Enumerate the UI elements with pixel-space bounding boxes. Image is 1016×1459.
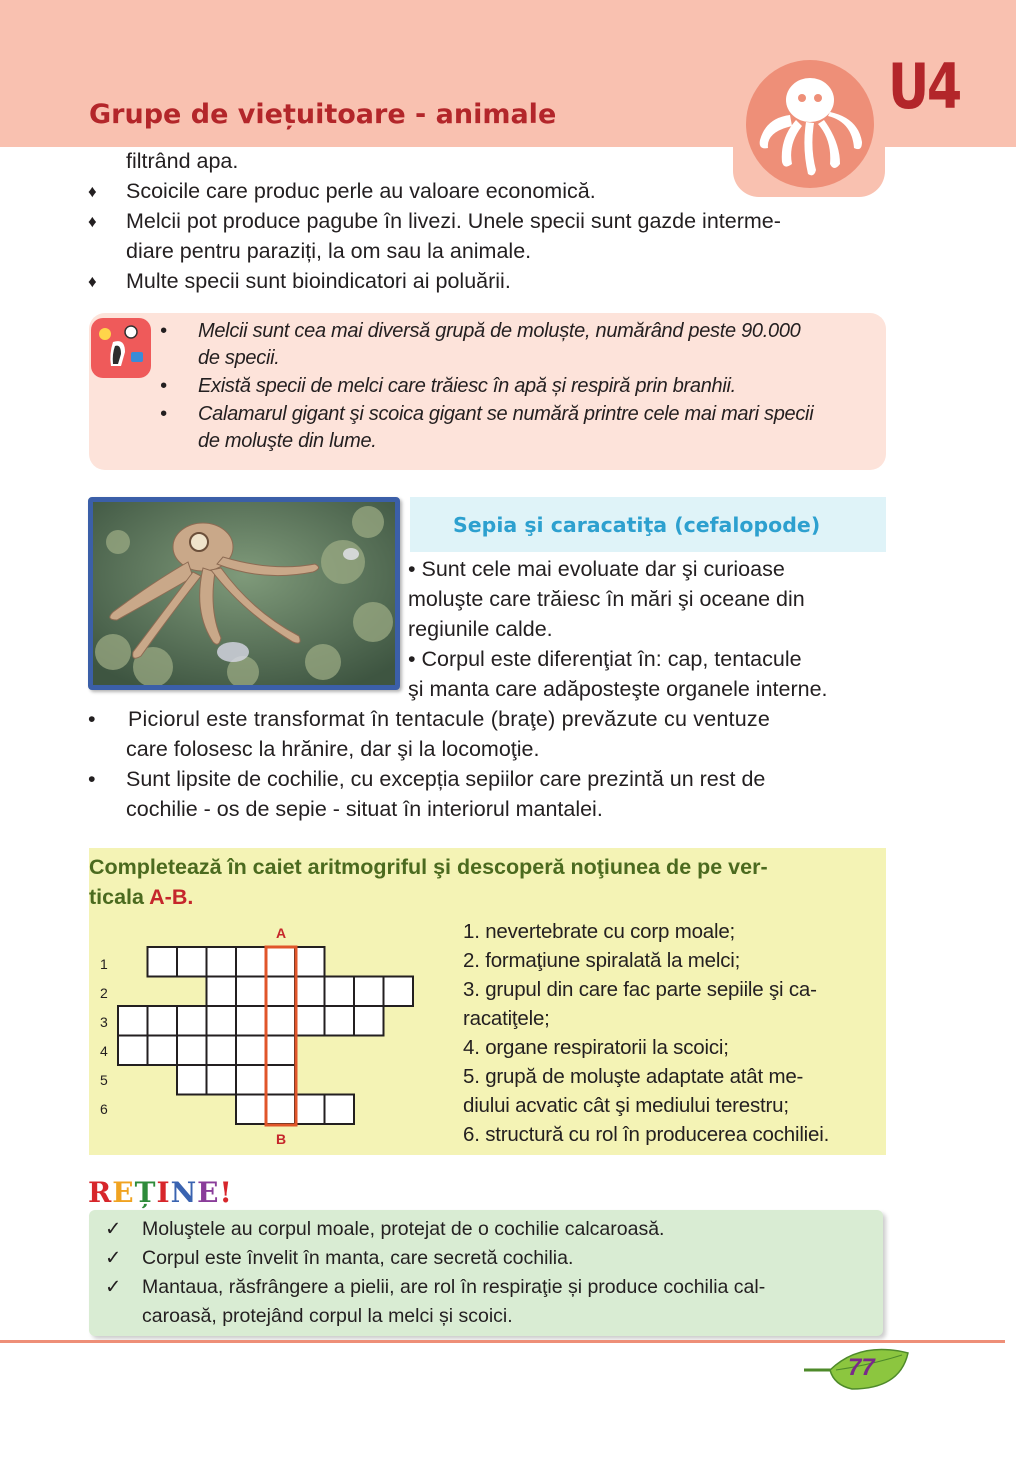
- crossword-cell: [118, 1006, 148, 1036]
- check-icon: ✓: [105, 1276, 122, 1298]
- list-item: Melcii pot produce pagube în livezi. Unele specii sunt gazde interme-: [126, 209, 781, 233]
- crossword-cell: [236, 947, 266, 977]
- crossword-cell: [266, 977, 296, 1007]
- crossword-cell: [148, 1006, 178, 1036]
- list-item: Piciorul este transformat în tentacule (braţe) prevăzute cu ventuze: [128, 707, 770, 731]
- exercise-title: Completează în caiet aritmogriful şi descoperă noţiunea de pe ver-: [89, 855, 768, 879]
- crossword-cell: [148, 947, 178, 977]
- clue: diului acvatic cât şi mediului terestru;: [463, 1094, 789, 1117]
- crossword-cell: [295, 1006, 325, 1036]
- diamond-bullet-icon: ♦: [88, 212, 97, 231]
- crossword-cell: [207, 977, 237, 1007]
- crossword-cell: [207, 1006, 237, 1036]
- crossword-cell: [325, 1006, 355, 1036]
- crossword-cell: [207, 1036, 237, 1066]
- crossword-cell: [295, 947, 325, 977]
- bullet-icon: •: [160, 375, 167, 397]
- list-item: caroasă, protejând corpul la melci și scoici.: [142, 1305, 513, 1327]
- crossword-cell: [266, 947, 296, 977]
- list-item: Sunt lipsite de cochilie, cu excepția sepiilor care prezintă un rest de: [126, 767, 766, 791]
- clue: 1. nevertebrate cu corp moale;: [463, 920, 736, 943]
- paragraph-line: moluşte care trăiesc în mări şi oceane din: [408, 587, 805, 611]
- crossword-cell: [236, 1095, 266, 1125]
- unit-label: U4: [888, 50, 960, 123]
- list-item: de specii.: [198, 347, 280, 369]
- crossword-cell: [266, 1006, 296, 1036]
- crossword-cell: [207, 947, 237, 977]
- retine-heading: [88, 1176, 233, 1209]
- crossword-cell: [236, 1006, 266, 1036]
- list-item: diare pentru paraziți, la om sau la animale.: [126, 239, 532, 263]
- row-number: 4: [100, 1043, 108, 1059]
- crossword-cell: [295, 977, 325, 1007]
- crossword-cell: [266, 1095, 296, 1125]
- bullet-icon: •: [88, 767, 96, 791]
- column-label-a: A: [276, 925, 287, 941]
- row-number: 5: [100, 1072, 108, 1088]
- crossword-cell: [177, 947, 207, 977]
- diamond-bullet-icon: ♦: [88, 182, 97, 201]
- paragraph-line: • Sunt cele mai evoluate dar şi curioase: [408, 557, 785, 581]
- crossword-cell: [295, 1095, 325, 1125]
- paragraph-line: regiunile calde.: [408, 617, 553, 641]
- crossword-cell: [354, 977, 384, 1007]
- paragraph-line: • Corpul este diferenţiat în: cap, tentacule: [408, 647, 802, 671]
- row-number: 3: [100, 1014, 108, 1030]
- list-item: Calamarul gigant şi scoica gigant se numără printre cele mai mari specii: [198, 403, 814, 425]
- crossword-cell: [207, 1065, 237, 1095]
- crossword-cell: [236, 977, 266, 1007]
- heading-letter: I: [156, 1176, 171, 1209]
- row-number: 2: [100, 985, 108, 1001]
- check-icon: ✓: [105, 1218, 122, 1240]
- crossword-cell: [325, 1095, 355, 1125]
- bullet-icon: •: [160, 403, 167, 425]
- crossword-cell: [177, 1036, 207, 1066]
- crossword-cell: [236, 1065, 266, 1095]
- check-icon: ✓: [105, 1247, 122, 1269]
- heading-letter: N: [170, 1176, 198, 1209]
- row-number: 6: [100, 1101, 108, 1117]
- list-item: Moluştele au corpul moale, protejat de o cochilie calcaroasă.: [142, 1218, 665, 1240]
- page-number: 77: [848, 1354, 875, 1381]
- intro-continuation: filtrând apa.: [126, 149, 239, 173]
- crossword-cell: [384, 977, 414, 1007]
- list-item: Mantaua, răsfrângere a pielii, are rol în respiraţie și produce cochilia cal-: [142, 1276, 766, 1298]
- clue: 5. grupă de moluşte adaptate atât me-: [463, 1065, 804, 1088]
- exercise-title-period: .: [187, 885, 194, 909]
- list-item: de moluşte din lume.: [198, 430, 377, 452]
- paragraph-line: şi manta care adăposteşte organele interne.: [408, 677, 828, 701]
- column-label-b: B: [276, 1131, 287, 1147]
- heading-letter: R: [88, 1176, 113, 1209]
- crossword-cell: [177, 1006, 207, 1036]
- crossword-cell: [325, 977, 355, 1007]
- crossword-cell: [148, 1036, 178, 1066]
- exercise-title-text: ticala: [89, 885, 150, 909]
- list-item: Scoicile care produc perle au valoare economică.: [126, 179, 596, 203]
- list-item: Corpul este învelit în manta, care secretă cochilia.: [142, 1247, 574, 1269]
- footer-divider: [0, 1340, 1005, 1343]
- clue: 3. grupul din care fac parte sepiile şi ca-: [463, 978, 817, 1001]
- crossword-cell: [266, 1036, 296, 1066]
- crossword-cell: [236, 1036, 266, 1066]
- heading-letter: E: [197, 1176, 220, 1209]
- row-number: 1: [100, 956, 108, 972]
- heading-letter: Ț: [134, 1176, 157, 1209]
- list-item: Multe specii sunt bioindicatori ai poluării.: [126, 269, 511, 293]
- crossword-cell: [118, 1036, 148, 1066]
- list-item: Există specii de melci care trăiesc în apă și respiră prin branhii.: [198, 375, 736, 397]
- list-item: Melcii sunt cea mai diversă grupă de moluște, numărând peste 90.000: [198, 320, 801, 342]
- clue: 6. structură cu rol în producerea cochiliei.: [463, 1123, 830, 1146]
- crossword-cell: [177, 1065, 207, 1095]
- page-title: Grupe de viețuitoare - animale: [89, 99, 557, 130]
- clue: 2. formaţiune spiralată la melci;: [463, 949, 741, 972]
- crossword-cell: [354, 1006, 384, 1036]
- section-title: Sepia şi caracatiţa (cefalopode): [453, 513, 821, 537]
- list-item: care folosesc la hrănire, dar şi la locomoţie.: [126, 737, 540, 761]
- crossword-cell: [266, 1065, 296, 1095]
- clue: racatiţele;: [463, 1007, 550, 1030]
- exercise-title-highlight: A-B: [149, 885, 188, 909]
- bullet-icon: •: [160, 320, 167, 342]
- heading-letter: E: [112, 1176, 135, 1209]
- heading-letter: !: [219, 1176, 233, 1209]
- diamond-bullet-icon: ♦: [88, 272, 97, 291]
- clue: 4. organe respiratorii la scoici;: [463, 1036, 729, 1059]
- list-item: cochilie - os de sepie - situat în interiorul mantalei.: [126, 797, 603, 821]
- bullet-icon: •: [88, 707, 96, 731]
